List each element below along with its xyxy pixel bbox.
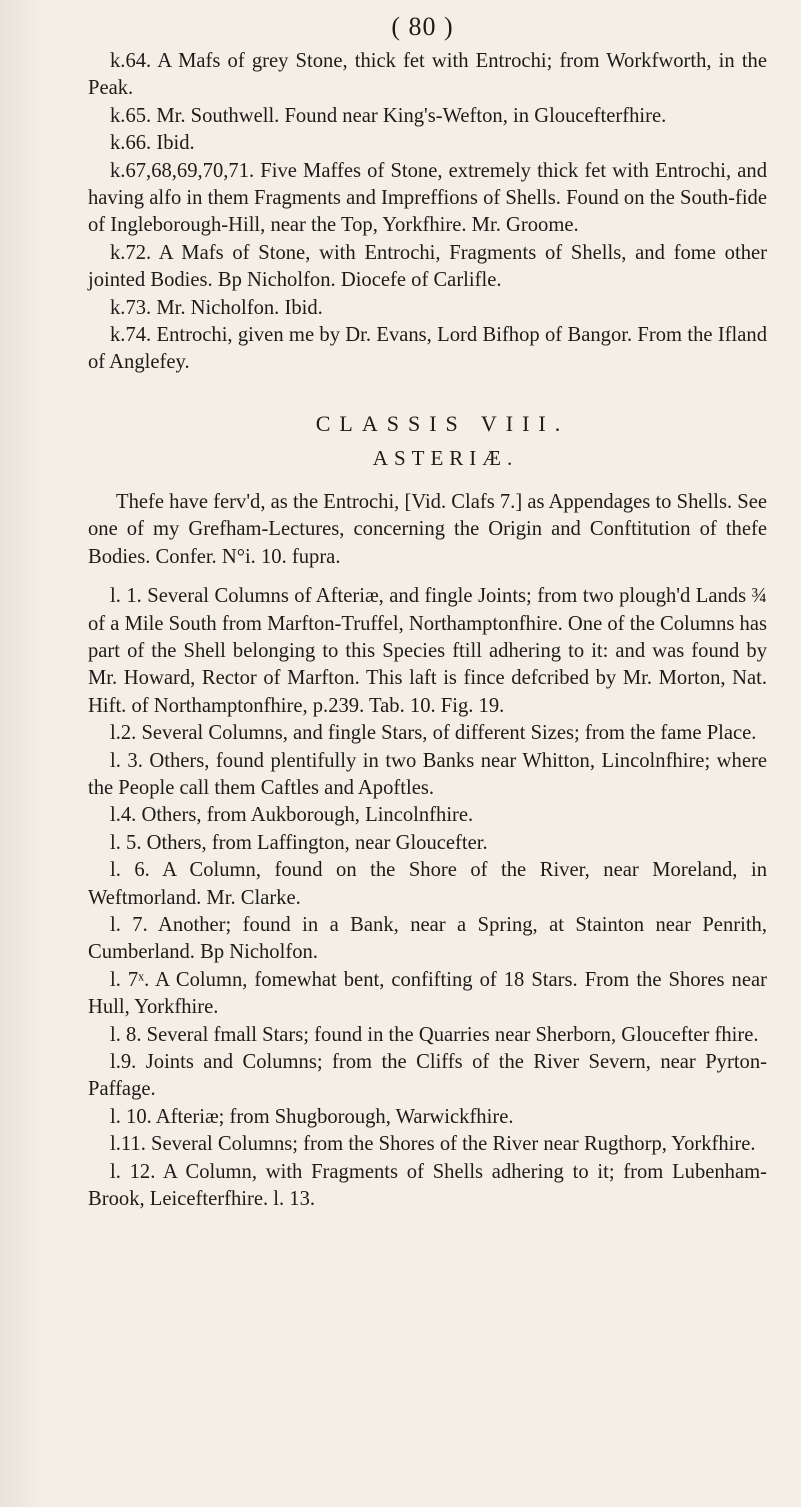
page-number: ( 80 ) xyxy=(391,12,454,41)
entry-k66: k.66. Ibid. xyxy=(110,132,195,155)
page-edge-shadow xyxy=(0,0,44,1507)
entry-l2: l.2. Several Columns, and fingle Stars, of different Sizes; from the fame Place. xyxy=(110,722,757,745)
entries-bottom xyxy=(88,583,767,1213)
entry-l1: l. 1. Several Columns of Afteriæ, and fingle Joints; from two plough'd Lands ¾ of a Mile South from Marfton-Truffel, Northamptonfhire. One of the Columns has part of the Shell belonging to this Species ftill adhering to it: and was found by Mr. Howard, Rector of Marfton. This laft is fince defcribed by Mr. Morton, Nat. Hift. of Northamptonfhire, p.239. Tab. 10. Fig. 19. xyxy=(88,585,767,717)
entry-l10: l. 10. Afteriæ; from Shugborough, Warwickfhire. xyxy=(110,1105,514,1128)
entry-k65: k.65. Mr. Southwell. Found near King's-Wefton, in Gloucefterfhire. xyxy=(110,104,667,127)
entry-k67-71: k.67,68,69,70,71. Five Maffes of Stone, extremely thick fet with Entrochi, and having alfo in them Fragments and Impreffions of Shells. Found on the South-fide of Ingleborough-Hill, near the Top, Yorkfhire. Mr. Groome. xyxy=(88,159,767,237)
entry-l12: l. 12. A Column, with Fragments of Shells adhering to it; from Lubenham-Brook, Leicefterfhire. l. 13. xyxy=(88,1160,767,1211)
entry-l6: l. 6. A Column, found on the Shore of the River, near Moreland, in Weftmorland. Mr. Clarke. xyxy=(88,859,767,909)
class-intro: Thefe have ferv'd, as the Entrochi, [Vid. Clafs 7.] as Appendages to Shells. See one of my Grefham-Lectures, concerning the Origin and Conftitution of thefe Bodies. Confer. N°i. 10. fupra. xyxy=(88,490,767,568)
entry-k74: k.74. Entrochi, given me by Dr. Evans, Lord Bifhop of Bangor. From the Ifland of Anglefey. xyxy=(88,324,767,374)
entry-l7: l. 7. Another; found in a Bank, near a Spring, at Stainton near Penrith, Cumberland. Bp Nicholfon. xyxy=(88,913,767,964)
entry-l11: l.11. Several Columns; from the Shores of the River near Rugthorp, Yorkfhire. xyxy=(110,1133,756,1156)
entry-k64: k.64. A Mafs of grey Stone, thick fet with Entrochi; from Workfworth, in the Peak. xyxy=(88,50,767,100)
class-heading: CLASSIS VIII. xyxy=(315,410,570,436)
entry-l4: l.4. Others, from Aukborough, Lincolnfhire. xyxy=(110,804,474,827)
entry-k72: k.72. A Mafs of Stone, with Entrochi, Fragments of Shells, and fome other jointed Bodies. Bp Nicholfon. Diocefe of Carlifle. xyxy=(88,241,767,292)
entry-l8: l. 8. Several fmall Stars; found in the Quarries near Sherborn, Gloucefter fhire. xyxy=(110,1023,759,1046)
entries-top xyxy=(88,48,767,377)
entry-l7x: l. 7ˣ. A Column, fomewhat bent, confifting of 18 Stars. From the Shores near Hull, Yorkfhire. xyxy=(88,968,767,1019)
entry-l3: l. 3. Others, found plentifully in two Banks near Whitton, Lincolnfhire; where the People call them Caftles and Apoftles. xyxy=(88,749,767,799)
class-subheading: ASTERIÆ. xyxy=(372,445,519,470)
entry-l9: l.9. Joints and Columns; from the Cliffs of the River Severn, near Pyrton-Paffage. xyxy=(88,1051,767,1101)
entry-l5: l. 5. Others, from Laffington, near Gloucefter. xyxy=(110,831,488,854)
section-gap xyxy=(88,377,767,407)
entry-k73: k.73. Mr. Nicholfon. Ibid. xyxy=(110,296,323,319)
